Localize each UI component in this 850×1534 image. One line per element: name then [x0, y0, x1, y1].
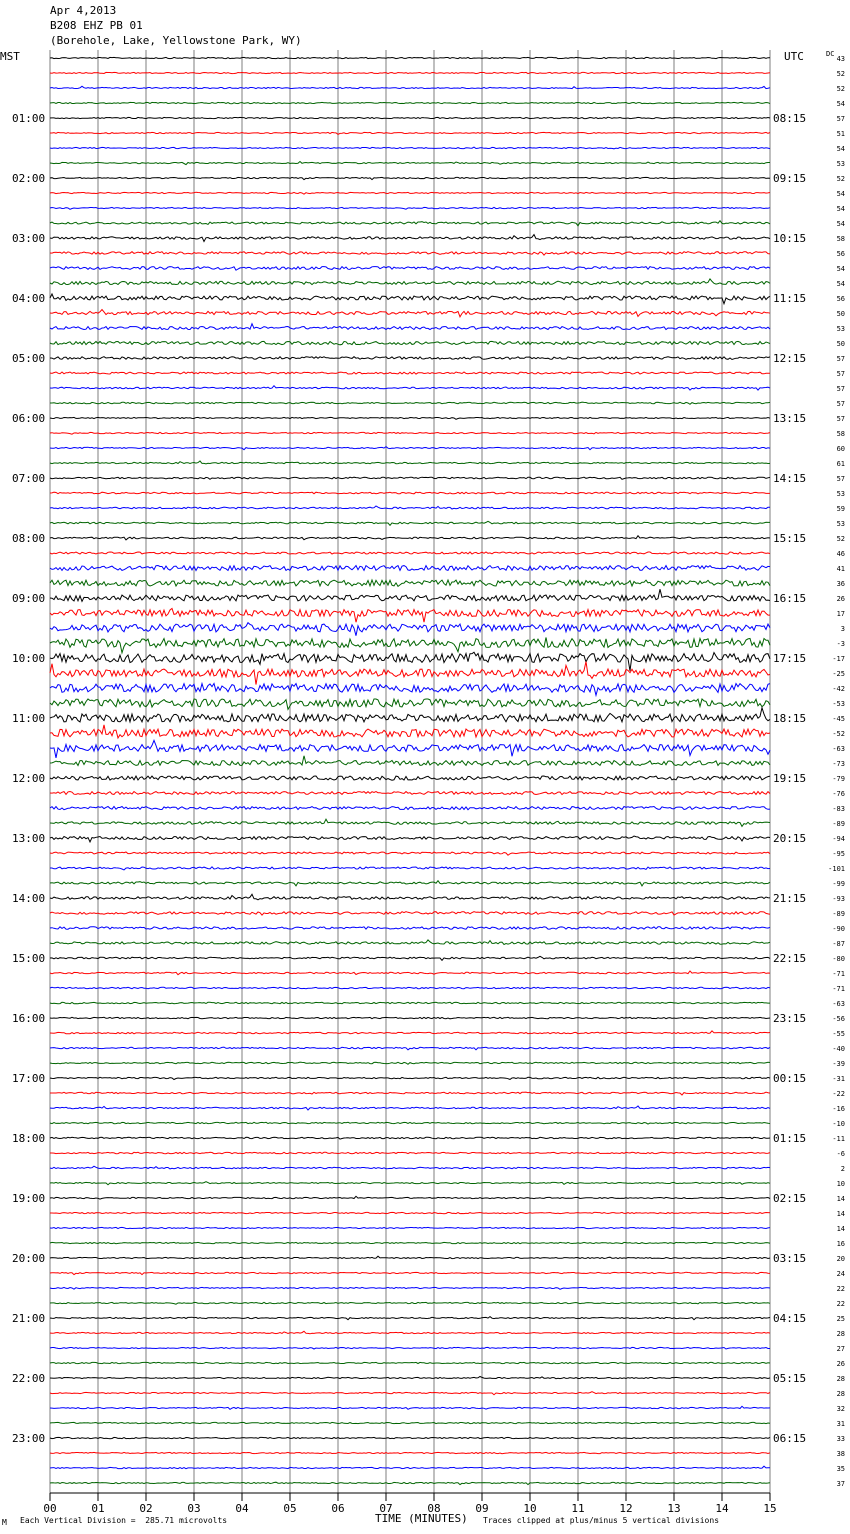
- left-time-label: 22:00: [12, 1372, 46, 1385]
- x-tick-label: 00: [43, 1502, 57, 1515]
- dc-offset-value: -89: [832, 910, 845, 918]
- x-tick-label: 03: [187, 1502, 201, 1515]
- dc-offset-value: 59: [836, 505, 845, 513]
- dc-offset-value: -31: [832, 1075, 845, 1083]
- dc-offset-value: 2: [840, 1165, 845, 1173]
- seismic-trace: [50, 477, 770, 479]
- seismic-trace: [50, 72, 770, 73]
- seismic-trace: [50, 341, 770, 344]
- dc-offset-value: -22: [832, 1090, 845, 1098]
- right-time-label: 12:15: [773, 352, 807, 365]
- dc-offset-value: -17: [832, 655, 845, 663]
- station-location: (Borehole, Lake, Yellowstone Park, WY): [50, 34, 302, 47]
- dc-offset-value: 57: [836, 400, 845, 408]
- station-code: B208 EHZ PB 01: [50, 19, 143, 32]
- seismic-trace: [50, 1287, 770, 1289]
- x-tick-label: 01: [91, 1502, 105, 1515]
- right-time-label: 09:15: [773, 172, 807, 185]
- left-time-label: 12:00: [12, 772, 46, 785]
- right-time-label: 01:15: [773, 1132, 807, 1145]
- x-tick-label: 15: [763, 1502, 777, 1515]
- dc-offset-value: 52: [836, 175, 845, 183]
- dc-offset-value: 33: [836, 1435, 845, 1443]
- dc-offset-value: -40: [832, 1045, 845, 1053]
- left-time-label: 03:00: [12, 232, 46, 245]
- dc-offset-value: 57: [836, 115, 845, 123]
- seismic-trace: [50, 506, 770, 509]
- dc-offset-value: -56: [832, 1015, 845, 1023]
- right-time-label: 21:15: [773, 892, 807, 905]
- dc-offset-value: -25: [832, 670, 845, 678]
- seismic-trace: [50, 252, 770, 255]
- left-time-label: 11:00: [12, 712, 46, 725]
- seismic-trace: [50, 623, 770, 636]
- dc-offset-value: 26: [836, 1360, 845, 1368]
- dc-offset-value: 28: [836, 1330, 845, 1338]
- dc-offset-value: 32: [836, 1405, 845, 1413]
- dc-offset-value: 57: [836, 475, 845, 483]
- right-timezone-label: UTC: [784, 50, 804, 63]
- dc-offset-value: 51: [836, 130, 845, 138]
- seismic-trace: [50, 1077, 770, 1079]
- dc-offset-value: 57: [836, 385, 845, 393]
- dc-offset-value: 53: [836, 160, 845, 168]
- left-timezone-label: MST: [0, 50, 20, 63]
- dc-offset-value: -90: [832, 925, 845, 933]
- dc-offset-value: 14: [836, 1210, 845, 1218]
- dc-offset-value: 61: [836, 460, 845, 468]
- seismic-trace: [50, 819, 770, 826]
- dc-offset-value: -95: [832, 850, 845, 858]
- x-tick-label: 11: [571, 1502, 585, 1515]
- seismic-trace: [50, 1422, 770, 1423]
- seismic-trace: [50, 1317, 770, 1320]
- seismic-trace: [50, 177, 770, 179]
- dc-offset-value: 20: [836, 1255, 845, 1263]
- seismic-trace: [50, 267, 770, 271]
- dc-offset-value: 16: [836, 1240, 845, 1248]
- seismic-trace: [50, 1256, 770, 1258]
- seismic-trace: [50, 86, 770, 88]
- left-time-label: 09:00: [12, 592, 46, 605]
- dc-offset-value: 53: [836, 490, 845, 498]
- dc-offset-value: 58: [836, 430, 845, 438]
- dc-offset-value: 25: [836, 1315, 845, 1323]
- seismic-trace: [50, 638, 770, 653]
- seismic-trace: [50, 1166, 770, 1169]
- right-time-label: 22:15: [773, 952, 807, 965]
- right-time-label: 18:15: [773, 712, 807, 725]
- dc-offset-value: -11: [832, 1135, 845, 1143]
- left-time-label: 08:00: [12, 532, 46, 545]
- left-time-label: 15:00: [12, 952, 46, 965]
- dc-offset-value: -45: [832, 715, 845, 723]
- dc-offset-value: 54: [836, 265, 845, 273]
- seismic-trace: [50, 402, 770, 404]
- dc-offset-value: 37: [836, 1480, 845, 1488]
- seismic-trace: [50, 447, 770, 450]
- dc-offset-value: -3: [836, 640, 845, 648]
- left-time-label: 04:00: [12, 292, 46, 305]
- dc-offset-value: 17: [836, 610, 845, 618]
- right-time-label: 00:15: [773, 1072, 807, 1085]
- seismic-trace: [50, 1466, 770, 1469]
- dc-offset-value: -52: [832, 730, 845, 738]
- dc-offset-value: -6: [836, 1150, 845, 1158]
- dc-offset-value: 52: [836, 535, 845, 543]
- seismic-trace: [50, 684, 770, 696]
- right-time-label: 13:15: [773, 412, 807, 425]
- dc-offset-value: -94: [832, 835, 845, 843]
- dc-offset-value: -99: [832, 880, 845, 888]
- seismic-trace: [50, 740, 770, 758]
- seismic-trace: [50, 1331, 770, 1334]
- dc-offset-value: -42: [832, 685, 845, 693]
- seismic-trace: [50, 1392, 770, 1395]
- dc-offset-value: 54: [836, 220, 845, 228]
- seismic-trace: [50, 956, 770, 960]
- left-time-label: 05:00: [12, 352, 46, 365]
- dc-offset-value: 57: [836, 355, 845, 363]
- seismic-trace: [50, 1347, 770, 1349]
- seismic-trace: [50, 1137, 770, 1139]
- seismic-trace: [50, 792, 770, 795]
- dc-offset-value: 56: [836, 295, 845, 303]
- x-tick-label: 08: [427, 1502, 441, 1515]
- seismic-trace: [50, 1272, 770, 1274]
- right-time-label: 17:15: [773, 652, 807, 665]
- right-time-label: 06:15: [773, 1432, 807, 1445]
- seismic-trace: [50, 708, 770, 722]
- dc-offset-value: -83: [832, 805, 845, 813]
- corner-mark: M: [2, 1518, 7, 1527]
- left-time-label: 02:00: [12, 172, 46, 185]
- dc-offset-value: 54: [836, 100, 845, 108]
- seismic-trace: [50, 1406, 770, 1409]
- seismic-trace: [50, 1437, 770, 1438]
- seismic-trace: [50, 372, 770, 374]
- dc-offset-value: 27: [836, 1345, 845, 1353]
- dc-offset-value: 14: [836, 1195, 845, 1203]
- right-time-label: 03:15: [773, 1252, 807, 1265]
- dc-offset-header: DC: [826, 50, 835, 58]
- left-time-label: 01:00: [12, 112, 46, 125]
- seismic-trace: [50, 162, 770, 165]
- dc-offset-value: 41: [836, 565, 845, 573]
- dc-offset-value: -10: [832, 1120, 845, 1128]
- seismic-trace: [50, 852, 770, 855]
- left-time-label: 10:00: [12, 652, 46, 665]
- seismic-trace: [50, 1047, 770, 1050]
- seismic-trace: [50, 867, 770, 870]
- left-time-label: 21:00: [12, 1312, 46, 1325]
- seismic-trace: [50, 1092, 770, 1095]
- x-tick-label: 06: [331, 1502, 345, 1515]
- seismic-trace: [50, 1242, 770, 1243]
- dc-offset-value: 38: [836, 1450, 845, 1458]
- dc-offset-value: -71: [832, 985, 845, 993]
- x-tick-label: 04: [235, 1502, 249, 1515]
- seismic-trace: [50, 324, 770, 330]
- seismic-trace: [50, 147, 770, 149]
- seismic-trace: [50, 357, 770, 360]
- dc-offset-value: 46: [836, 550, 845, 558]
- seismic-trace: [50, 386, 770, 390]
- dc-offset-value: 24: [836, 1270, 845, 1278]
- left-time-label: 20:00: [12, 1252, 46, 1265]
- right-time-label: 20:15: [773, 832, 807, 845]
- seismic-trace: [50, 1227, 770, 1228]
- time-labels: [12, 55, 845, 1515]
- dc-offset-value: 28: [836, 1390, 845, 1398]
- seismic-trace: [50, 1152, 770, 1154]
- right-time-label: 15:15: [773, 532, 807, 545]
- seismic-trace: [50, 221, 770, 226]
- x-tick-label: 13: [667, 1502, 681, 1515]
- dc-offset-value: -79: [832, 775, 845, 783]
- dc-offset-value: -76: [832, 790, 845, 798]
- seismic-trace: [50, 310, 770, 317]
- seismic-trace: [50, 192, 770, 194]
- x-tick-label: 02: [139, 1502, 153, 1515]
- seismic-trace: [50, 912, 770, 915]
- left-time-label: 17:00: [12, 1072, 46, 1085]
- seismic-trace: [50, 1017, 770, 1019]
- dc-offset-value: 54: [836, 145, 845, 153]
- seismic-trace: [50, 566, 770, 571]
- seismic-trace: [50, 1302, 770, 1304]
- x-tick-label: 07: [379, 1502, 393, 1515]
- seismic-trace: [50, 279, 770, 285]
- dc-offset-value: 50: [836, 340, 845, 348]
- seismic-trace: [50, 725, 770, 738]
- right-time-label: 02:15: [773, 1192, 807, 1205]
- seismic-trace: [50, 927, 770, 929]
- dc-offset-value: 35: [836, 1465, 845, 1473]
- clip-note: Traces clipped at plus/minus 5 vertical divisions: [483, 1516, 720, 1525]
- dc-offset-value: 52: [836, 85, 845, 93]
- x-tick-label: 05: [283, 1502, 297, 1515]
- x-tick-label: 10: [523, 1502, 537, 1515]
- seismic-trace: [50, 1062, 770, 1064]
- seismic-trace: [50, 652, 770, 671]
- left-time-label: 23:00: [12, 1432, 46, 1445]
- dc-offset-value: -87: [832, 940, 845, 948]
- dc-offset-value: -55: [832, 1030, 845, 1038]
- scale-note: Each Vertical Division = 285.71 microvolts: [20, 1516, 228, 1525]
- seismic-trace: [50, 699, 770, 709]
- seismic-trace: [50, 552, 770, 554]
- left-time-label: 16:00: [12, 1012, 46, 1025]
- dc-offset-value: 36: [836, 580, 845, 588]
- dc-offset-value: -73: [832, 760, 845, 768]
- dc-offset-value: 60: [836, 445, 845, 453]
- seismic-trace: [50, 1182, 770, 1185]
- x-axis-title: TIME (MINUTES): [375, 1512, 468, 1525]
- seismic-trace: [50, 776, 770, 780]
- dc-offset-value: -93: [832, 895, 845, 903]
- dc-offset-value: 22: [836, 1285, 845, 1293]
- seismic-trace: [50, 662, 770, 685]
- right-time-label: 16:15: [773, 592, 807, 605]
- dc-offset-value: 58: [836, 235, 845, 243]
- dc-offset-value: -63: [832, 745, 845, 753]
- dc-offset-value: 53: [836, 520, 845, 528]
- seismic-trace: [50, 102, 770, 103]
- x-tick-label: 14: [715, 1502, 729, 1515]
- dc-offset-value: 50: [836, 310, 845, 318]
- chart-date: Apr 4,2013: [50, 4, 117, 17]
- seismic-trace: [50, 940, 770, 945]
- dc-offset-value: -80: [832, 955, 845, 963]
- dc-offset-value: 57: [836, 415, 845, 423]
- dc-offset-value: 31: [836, 1420, 845, 1428]
- seismic-trace: [50, 1362, 770, 1363]
- dc-offset-value: -71: [832, 970, 845, 978]
- seismic-trace: [50, 492, 770, 494]
- seismic-trace: [50, 536, 770, 540]
- seismic-trace: [50, 1482, 770, 1484]
- seismic-trace: [50, 987, 770, 988]
- left-time-label: 18:00: [12, 1132, 46, 1145]
- seismic-trace: [50, 461, 770, 464]
- seismic-trace: [50, 1122, 770, 1124]
- dc-offset-value: 56: [836, 250, 845, 258]
- seismic-trace: [50, 432, 770, 434]
- dc-offset-value: 3: [840, 625, 845, 633]
- left-time-label: 06:00: [12, 412, 46, 425]
- seismic-trace: [50, 1452, 770, 1453]
- seismic-trace: [50, 132, 770, 134]
- right-time-label: 10:15: [773, 232, 807, 245]
- x-tick-label: 09: [475, 1502, 489, 1515]
- dc-offset-value: 57: [836, 370, 845, 378]
- dc-offset-value: 54: [836, 190, 845, 198]
- seismic-trace: [50, 971, 770, 975]
- dc-offset-value: 43: [836, 55, 845, 63]
- dc-offset-value: -89: [832, 820, 845, 828]
- left-time-label: 07:00: [12, 472, 46, 485]
- seismic-trace: [50, 207, 770, 209]
- dc-offset-value: 54: [836, 205, 845, 213]
- right-time-label: 19:15: [773, 772, 807, 785]
- right-time-label: 23:15: [773, 1012, 807, 1025]
- seismic-trace: [50, 836, 770, 842]
- seismic-trace: [50, 580, 770, 586]
- seismic-trace: [50, 1106, 770, 1110]
- seismic-trace: [50, 521, 770, 525]
- x-tick-label: 12: [619, 1502, 633, 1515]
- seismic-trace: [50, 117, 770, 118]
- seismic-trace: [50, 1031, 770, 1034]
- dc-offset-value: 52: [836, 70, 845, 78]
- dc-offset-value: 22: [836, 1300, 845, 1308]
- seismic-trace: [50, 756, 770, 766]
- left-time-label: 19:00: [12, 1192, 46, 1205]
- right-time-label: 11:15: [773, 292, 807, 305]
- seismic-trace: [50, 807, 770, 810]
- dc-offset-value: -101: [828, 865, 845, 873]
- dc-offset-value: -53: [832, 700, 845, 708]
- seismic-trace: [50, 1212, 770, 1213]
- seismic-trace: [50, 417, 770, 419]
- seismic-trace: [50, 57, 770, 58]
- dc-offset-value: -63: [832, 1000, 845, 1008]
- left-time-label: 13:00: [12, 832, 46, 845]
- seismic-trace: [50, 294, 770, 304]
- dc-offset-value: 53: [836, 325, 845, 333]
- right-time-label: 05:15: [773, 1372, 807, 1385]
- dc-offset-value: -39: [832, 1060, 845, 1068]
- dc-offset-value: -16: [832, 1105, 845, 1113]
- dc-offset-value: 26: [836, 595, 845, 603]
- seismic-trace: [50, 1196, 770, 1199]
- left-time-label: 14:00: [12, 892, 46, 905]
- dc-offset-value: 54: [836, 280, 845, 288]
- seismic-trace: [50, 589, 770, 601]
- seismic-trace: [50, 609, 770, 623]
- seismic-trace: [50, 894, 770, 900]
- dc-offset-value: 14: [836, 1225, 845, 1233]
- right-time-label: 04:15: [773, 1312, 807, 1325]
- seismic-trace: [50, 1002, 770, 1004]
- dc-offset-value: 10: [836, 1180, 845, 1188]
- seismic-trace: [50, 881, 770, 886]
- seismic-trace: [50, 235, 770, 242]
- seismic-trace: [50, 1377, 770, 1379]
- right-time-label: 14:15: [773, 472, 807, 485]
- dc-offset-value: 28: [836, 1375, 845, 1383]
- right-time-label: 08:15: [773, 112, 807, 125]
- seismic-traces: [50, 57, 770, 1484]
